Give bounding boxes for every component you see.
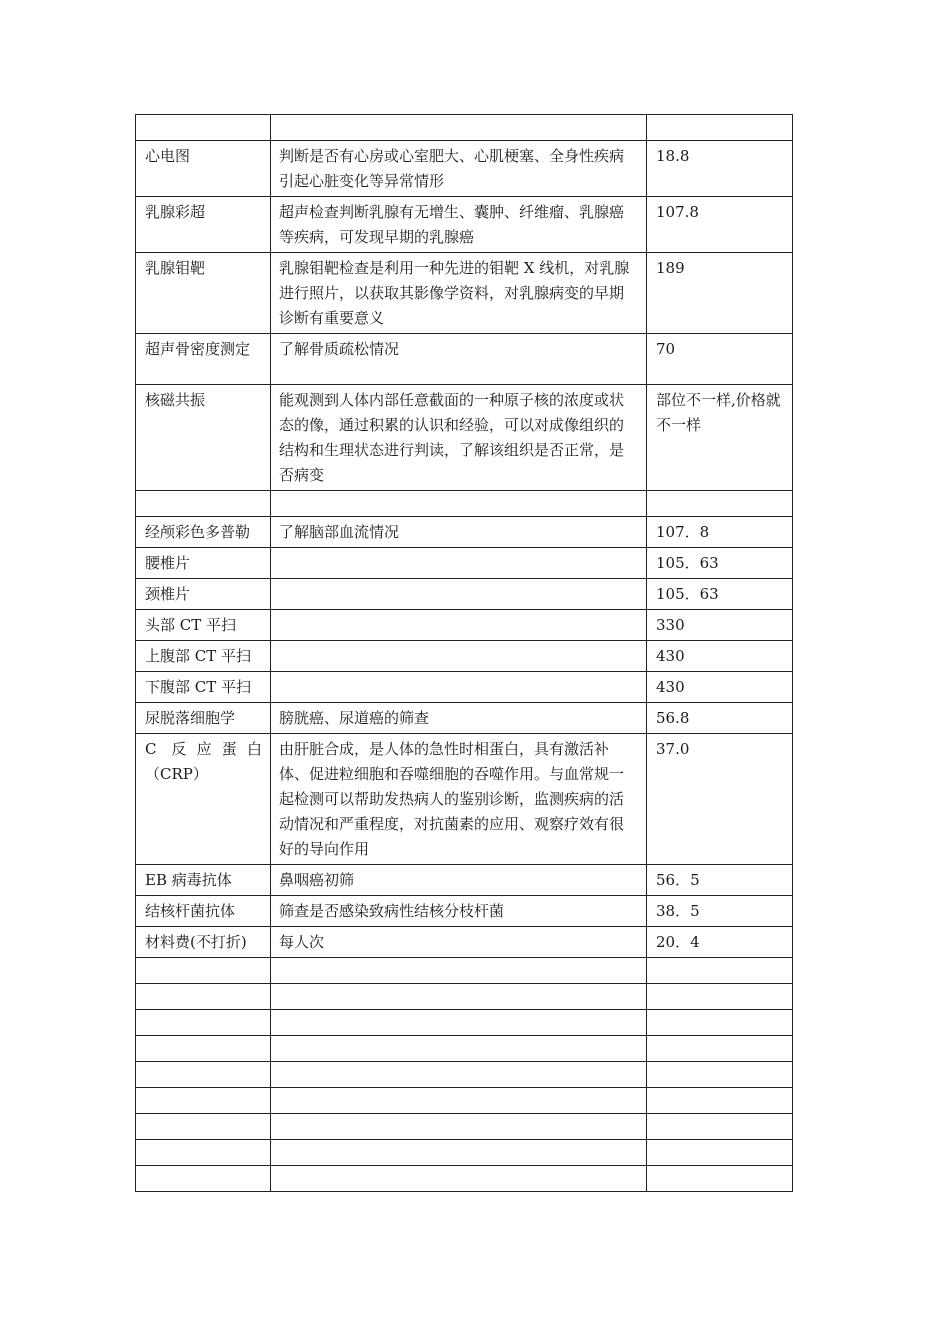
table-row [136, 385, 793, 491]
table-row [136, 197, 793, 253]
table-row [136, 579, 793, 610]
exam-description: 了解骨质疏松情况 [271, 334, 647, 385]
empty-cell [647, 1036, 793, 1062]
exam-price: 56．5 [647, 865, 793, 896]
empty-cell [647, 1062, 793, 1088]
exam-name: 上腹部 CT 平扫 [136, 641, 271, 672]
table-header-row [136, 115, 793, 141]
exam-description [271, 672, 647, 703]
exam-name: 超声骨密度测定 [136, 334, 271, 385]
table-row [136, 927, 793, 958]
exam-description: 鼻咽癌初筛 [271, 865, 647, 896]
table-row [136, 641, 793, 672]
empty-cell [271, 1140, 647, 1166]
empty-cell [136, 958, 271, 984]
exam-description: 由肝脏合成，是人体的急性时相蛋白，具有激活补体、促进粒细胞和吞噬细胞的吞噬作用。与血常规一起检测可以帮助发热病人的鉴别诊断，监测疾病的活动情况和严重程度，对抗菌素的应用、观察疗效有很好的导向作用 [271, 734, 647, 865]
table-row-empty [136, 984, 793, 1010]
exam-name [136, 734, 271, 865]
exam-description [271, 548, 647, 579]
exam-price: 70 [647, 334, 793, 385]
table-row-empty [136, 958, 793, 984]
header-cell-name [136, 115, 271, 141]
exam-description: 了解脑部血流情况 [271, 517, 647, 548]
exam-description: 每人次 [271, 927, 647, 958]
exam-description: 能观测到人体内部任意截面的一种原子核的浓度或状态的像，通过积累的认识和经验，可以对成像组织的结构和生理状态进行判读，了解该组织是否正常，是否病变 [271, 385, 647, 491]
exam-description [271, 579, 647, 610]
empty-cell [136, 1166, 271, 1192]
exam-description [271, 610, 647, 641]
table-row [136, 865, 793, 896]
table-row [136, 703, 793, 734]
table-row [136, 610, 793, 641]
empty-cell [136, 984, 271, 1010]
table-row [136, 141, 793, 197]
exam-name: 乳腺彩超 [136, 197, 271, 253]
empty-cell [271, 984, 647, 1010]
exam-price: 430 [647, 672, 793, 703]
empty-cell [136, 1062, 271, 1088]
exam-name [136, 491, 271, 517]
table-row-empty [136, 1114, 793, 1140]
exam-price: 107．8 [647, 517, 793, 548]
exam-price: 37.0 [647, 734, 793, 865]
exam-name: 核磁共振 [136, 385, 271, 491]
empty-cell [647, 1140, 793, 1166]
empty-cell [271, 1036, 647, 1062]
empty-cell [647, 958, 793, 984]
exam-description [271, 491, 647, 517]
exam-price: 56.8 [647, 703, 793, 734]
exam-name: 乳腺钼靶 [136, 253, 271, 334]
exam-description: 膀胱癌、尿道癌的筛查 [271, 703, 647, 734]
table-row [136, 672, 793, 703]
exam-description: 超声检查判断乳腺有无增生、囊肿、纤维瘤、乳腺癌等疾病，可发现早期的乳腺癌 [271, 197, 647, 253]
empty-cell [271, 1088, 647, 1114]
empty-cell [271, 958, 647, 984]
table-row [136, 334, 793, 385]
empty-cell [647, 1114, 793, 1140]
header-cell-price [647, 115, 793, 141]
empty-cell [271, 1062, 647, 1088]
exam-price: 430 [647, 641, 793, 672]
exam-name: 材料费(不打折) [136, 927, 271, 958]
table-row-empty [136, 1062, 793, 1088]
table-row-empty [136, 1166, 793, 1192]
exam-name-line2: （CRP） [145, 765, 208, 783]
exam-name: 腰椎片 [136, 548, 271, 579]
empty-cell [647, 984, 793, 1010]
exam-description: 筛查是否感染致病性结核分枝杆菌 [271, 896, 647, 927]
exam-price: 20．4 [647, 927, 793, 958]
header-cell-desc [271, 115, 647, 141]
exam-description: 判断是否有心房或心室肥大、心肌梗塞、全身性疾病引起心脏变化等异常情形 [271, 141, 647, 197]
table-row [136, 896, 793, 927]
exam-name: EB 病毒抗体 [136, 865, 271, 896]
table-row-blank [136, 491, 793, 517]
exam-name-line1: C 反应蛋白 [145, 740, 262, 758]
table-row [136, 253, 793, 334]
exam-price: 38．5 [647, 896, 793, 927]
exam-price: 105．63 [647, 579, 793, 610]
empty-cell [647, 1088, 793, 1114]
empty-cell [136, 1140, 271, 1166]
table-row [136, 734, 793, 865]
exam-price: 189 [647, 253, 793, 334]
table-row-empty [136, 1010, 793, 1036]
exam-name: 头部 CT 平扫 [136, 610, 271, 641]
exam-price: 105．63 [647, 548, 793, 579]
exam-name: 尿脱落细胞学 [136, 703, 271, 734]
empty-cell [136, 1088, 271, 1114]
empty-cell [271, 1114, 647, 1140]
table-row [136, 517, 793, 548]
table-row-empty [136, 1088, 793, 1114]
exam-description: 乳腺钼靶检查是利用一种先进的钼靶 X 线机，对乳腺进行照片，以获取其影像学资料，对乳腺病变的早期诊断有重要意义 [271, 253, 647, 334]
empty-cell [647, 1166, 793, 1192]
empty-cell [136, 1010, 271, 1036]
exam-price: 部位不一样,价格就不一样 [647, 385, 793, 491]
table-row-empty [136, 1036, 793, 1062]
exam-name: 下腹部 CT 平扫 [136, 672, 271, 703]
empty-cell [136, 1114, 271, 1140]
table-row-empty [136, 1140, 793, 1166]
empty-cell [647, 1010, 793, 1036]
exam-price [647, 491, 793, 517]
exam-name: 经颅彩色多普勒 [136, 517, 271, 548]
exam-price: 18.8 [647, 141, 793, 197]
exam-name: 结核杆菌抗体 [136, 896, 271, 927]
exam-price: 330 [647, 610, 793, 641]
exam-name: 心电图 [136, 141, 271, 197]
empty-cell [271, 1010, 647, 1036]
exam-description [271, 641, 647, 672]
exam-price-table [135, 114, 793, 1192]
empty-cell [271, 1166, 647, 1192]
table-right-edge-line [792, 114, 793, 1108]
exam-name: 颈椎片 [136, 579, 271, 610]
empty-cell [136, 1036, 271, 1062]
exam-price: 107.8 [647, 197, 793, 253]
table-row [136, 548, 793, 579]
